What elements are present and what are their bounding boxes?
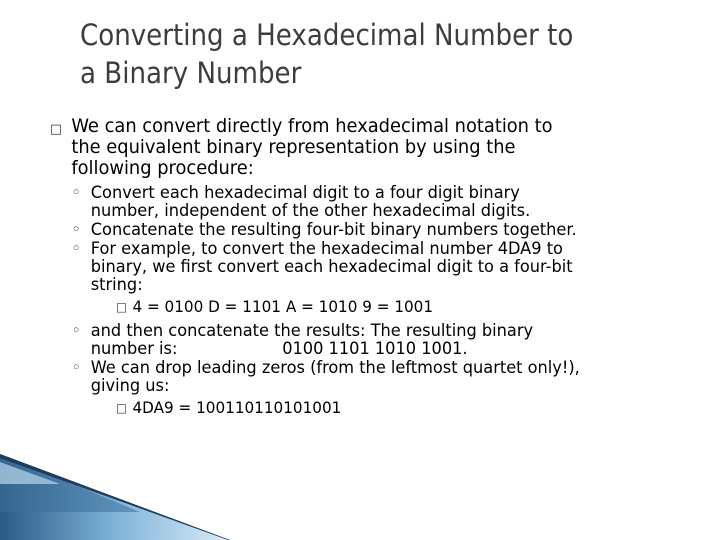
sub-bullet-drop-zeros	[50, 358, 681, 394]
result-value: 0100 1101 1010 1001.	[282, 338, 468, 358]
sub-bullet-line: For example, to convert the hexadecimal number 4DA9 to	[90, 238, 563, 258]
corner-decoration	[0, 440, 230, 540]
main-bullet-line: We can convert directly from hexadecimal notation to	[71, 116, 553, 137]
sub-bullet-line: giving us:	[90, 375, 170, 395]
circle-bullet-icon: ◦	[71, 182, 81, 202]
circle-bullet-icon: ◦	[71, 320, 81, 340]
sub-bullet-line: Convert each hexadecimal digit to a four digit binary	[90, 182, 520, 202]
circle-bullet-icon: ◦	[71, 238, 81, 258]
circle-bullet-icon: ◦	[71, 219, 81, 239]
example-mapping	[50, 297, 681, 316]
sub-bullet-line: binary, we first convert each hexadecimal digit to a four-bit	[90, 256, 573, 276]
square-bullet-icon: □	[115, 401, 127, 415]
main-bullet-line: following procedure:	[71, 158, 254, 179]
sub-bullet-line: We can drop leading zeros (from the leftmost quartet only!),	[90, 357, 580, 377]
sub-bullet-line: string:	[90, 274, 143, 294]
slide-body	[50, 116, 681, 422]
square-bullet-icon: □	[50, 122, 62, 137]
main-bullet	[50, 116, 681, 179]
example-mapping-text: 4 = 0100 D = 1101 A = 1010 9 = 1001	[132, 297, 434, 316]
sub-bullet-example	[50, 239, 681, 293]
final-result	[50, 398, 681, 417]
sub-bullet-line: and then concatenate the results: The resulting binary	[90, 320, 534, 340]
square-bullet-icon: □	[115, 300, 127, 314]
title-line-2: a Binary Number	[80, 56, 302, 90]
sub-bullet-line: Concatenate the resulting four-bit binary numbers together.	[90, 219, 577, 239]
sub-bullet-line: number, independent of the other hexadecimal digits.	[90, 200, 531, 220]
final-result-text: 4DA9 = 100110110101001	[132, 398, 342, 417]
result-line	[91, 339, 681, 357]
sub-bullet-convert-digits	[50, 183, 681, 219]
slide-title	[80, 16, 629, 92]
main-bullet-line: the equivalent binary representation by using the	[71, 137, 516, 158]
result-label: number is:	[90, 338, 178, 358]
title-line-1: Converting a Hexadecimal Number to	[80, 18, 574, 52]
sub-bullet-list	[50, 183, 681, 417]
circle-bullet-icon: ◦	[71, 357, 81, 377]
sub-bullet-concatenate	[50, 220, 681, 238]
sub-bullet-result	[50, 321, 681, 357]
